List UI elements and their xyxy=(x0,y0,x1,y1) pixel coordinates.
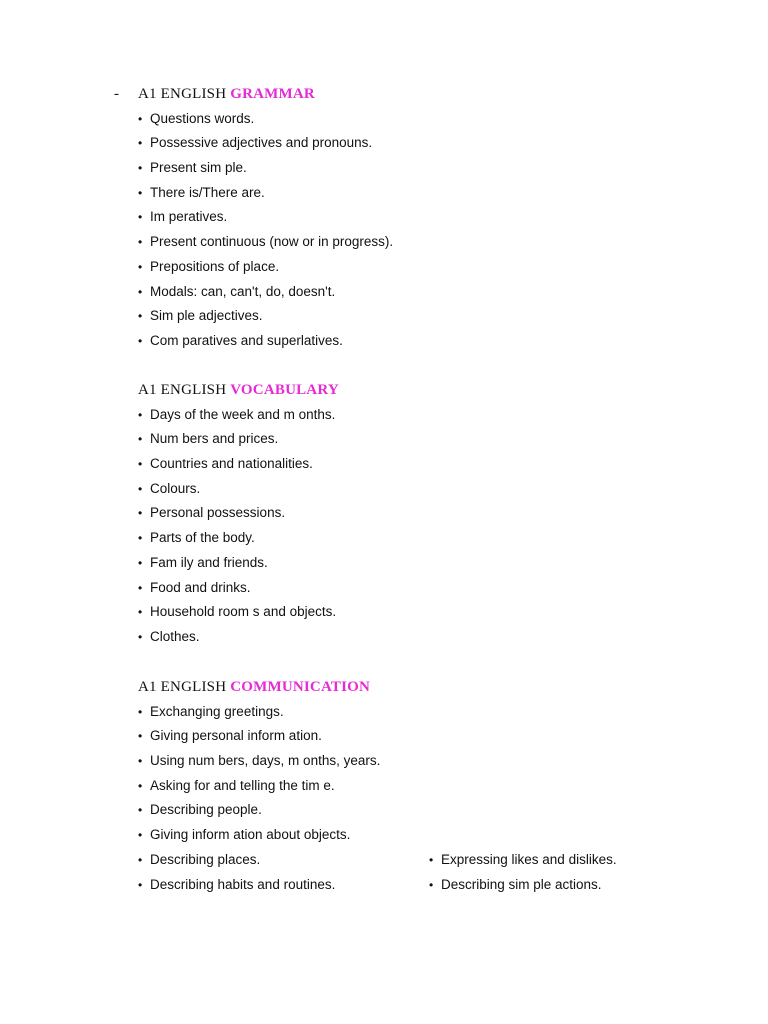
bullet-icon: • xyxy=(138,852,143,867)
bullet-icon: • xyxy=(138,729,143,744)
list-item-text: Describing people. xyxy=(150,802,262,818)
list-item xyxy=(138,183,393,208)
list-item-text: Personal possessions. xyxy=(150,505,286,521)
list-item-text: Expressing likes and dislikes. xyxy=(441,851,617,867)
list-item-text: Countries and nationalities. xyxy=(150,456,313,472)
list-item-text: Modals: can, can't, do, doesn't. xyxy=(150,283,336,299)
list-item-text: Num bers and prices. xyxy=(150,431,279,447)
vocabulary-heading-accent: VOCABULARY xyxy=(230,382,339,398)
list-item xyxy=(138,282,393,307)
communication-heading-prefix: A1 ENGLISH xyxy=(138,679,227,695)
list-item-text: Clothes. xyxy=(150,628,200,644)
bullet-icon: • xyxy=(138,111,143,126)
list-item xyxy=(138,429,339,454)
bullet-icon: • xyxy=(138,877,143,892)
list-item xyxy=(138,257,393,282)
bullet-icon: • xyxy=(138,284,143,299)
list-item-text: Possessive adjectives and pronouns. xyxy=(150,135,373,151)
list-item-text: Describing sim ple actions. xyxy=(441,876,602,892)
bullet-icon: • xyxy=(138,704,143,719)
bullet-icon: • xyxy=(138,555,143,570)
list-item-text: Exchanging greetings. xyxy=(150,703,284,719)
bullet-icon: • xyxy=(138,754,143,769)
list-item xyxy=(138,875,602,900)
list-item-text: Questions words. xyxy=(150,110,255,126)
list-item-text: Present sim ple. xyxy=(150,160,247,176)
list-item xyxy=(138,306,393,331)
bullet-icon: • xyxy=(138,161,143,176)
list-item xyxy=(138,405,339,430)
vocabulary-heading xyxy=(138,380,339,400)
bullet-icon: • xyxy=(138,259,143,274)
bullet-icon: • xyxy=(429,877,434,892)
list-item-text: Colours. xyxy=(150,480,201,496)
grammar-list xyxy=(138,109,393,356)
list-item-text: Prepositions of place. xyxy=(150,258,280,274)
list-item-text: Fam ily and friends. xyxy=(150,554,268,570)
bullet-icon: • xyxy=(138,309,143,324)
communication-heading-accent: COMMUNICATION xyxy=(230,679,371,695)
communication-list xyxy=(138,702,617,900)
vocabulary-heading-prefix: A1 ENGLISH xyxy=(138,382,227,398)
list-item xyxy=(138,109,393,134)
list-item xyxy=(138,553,339,578)
bullet-icon: • xyxy=(138,531,143,546)
bullet-icon: • xyxy=(138,136,143,151)
list-item xyxy=(138,627,339,652)
list-item-text: There is/There are. xyxy=(150,184,265,200)
list-item-text: Days of the week and m onths. xyxy=(150,406,336,422)
list-item-text: Im peratives. xyxy=(150,209,228,225)
list-item xyxy=(138,751,380,776)
bullet-icon: • xyxy=(138,185,143,200)
grammar-heading xyxy=(138,84,393,104)
list-item xyxy=(138,825,380,850)
bullet-icon: • xyxy=(138,432,143,447)
list-dash: - xyxy=(114,86,119,102)
list-item xyxy=(138,207,393,232)
list-item-text: Household room s and objects. xyxy=(150,604,337,620)
list-item-text: Asking for and telling the tim e. xyxy=(150,777,335,793)
list-item xyxy=(138,454,339,479)
list-item xyxy=(138,726,380,751)
list-item-text: Com paratives and superlatives. xyxy=(150,332,343,348)
bullet-icon: • xyxy=(138,506,143,521)
bullet-icon: • xyxy=(138,210,143,225)
list-item xyxy=(138,800,380,825)
list-item xyxy=(138,133,393,158)
bullet-icon: • xyxy=(138,235,143,250)
list-item-right xyxy=(429,875,602,895)
bullet-icon: • xyxy=(138,803,143,818)
list-item xyxy=(138,331,393,356)
list-item xyxy=(138,528,339,553)
list-item-text: Giving personal inform ation. xyxy=(150,728,322,744)
list-item xyxy=(138,479,339,504)
communication-heading xyxy=(138,677,380,697)
grammar-heading-accent: GRAMMAR xyxy=(230,86,315,102)
communication-section xyxy=(138,677,617,899)
list-item xyxy=(138,850,617,875)
bullet-icon: • xyxy=(138,457,143,472)
bullet-icon: • xyxy=(138,828,143,843)
list-item-text: Describing habits and routines. xyxy=(150,876,336,892)
list-item-right xyxy=(429,850,617,870)
list-item xyxy=(138,602,339,627)
list-item xyxy=(138,158,393,183)
bullet-icon: • xyxy=(138,407,143,422)
list-item xyxy=(138,232,393,257)
list-item-text: Present continuous (now or in progress). xyxy=(150,234,394,250)
bullet-icon: • xyxy=(138,481,143,496)
list-item-text: Food and drinks. xyxy=(150,579,251,595)
grammar-section xyxy=(138,84,393,356)
bullet-icon: • xyxy=(138,333,143,348)
bullet-icon: • xyxy=(138,605,143,620)
grammar-heading-prefix: A1 ENGLISH xyxy=(138,86,227,102)
bullet-icon: • xyxy=(138,629,143,644)
list-item-text: Using num bers, days, m onths, years. xyxy=(150,753,381,769)
list-item-text: Parts of the body. xyxy=(150,530,255,546)
vocabulary-list xyxy=(138,405,339,652)
bullet-icon: • xyxy=(138,580,143,595)
list-item xyxy=(138,776,380,801)
bullet-icon: • xyxy=(429,852,434,867)
list-item-text: Sim ple adjectives. xyxy=(150,308,263,324)
bullet-icon: • xyxy=(138,778,143,793)
list-item-text: Describing places. xyxy=(150,851,261,867)
list-item xyxy=(138,702,380,727)
list-item xyxy=(138,578,339,603)
list-item xyxy=(138,503,339,528)
vocabulary-section xyxy=(138,380,339,652)
list-item-text: Giving inform ation about objects. xyxy=(150,827,351,843)
